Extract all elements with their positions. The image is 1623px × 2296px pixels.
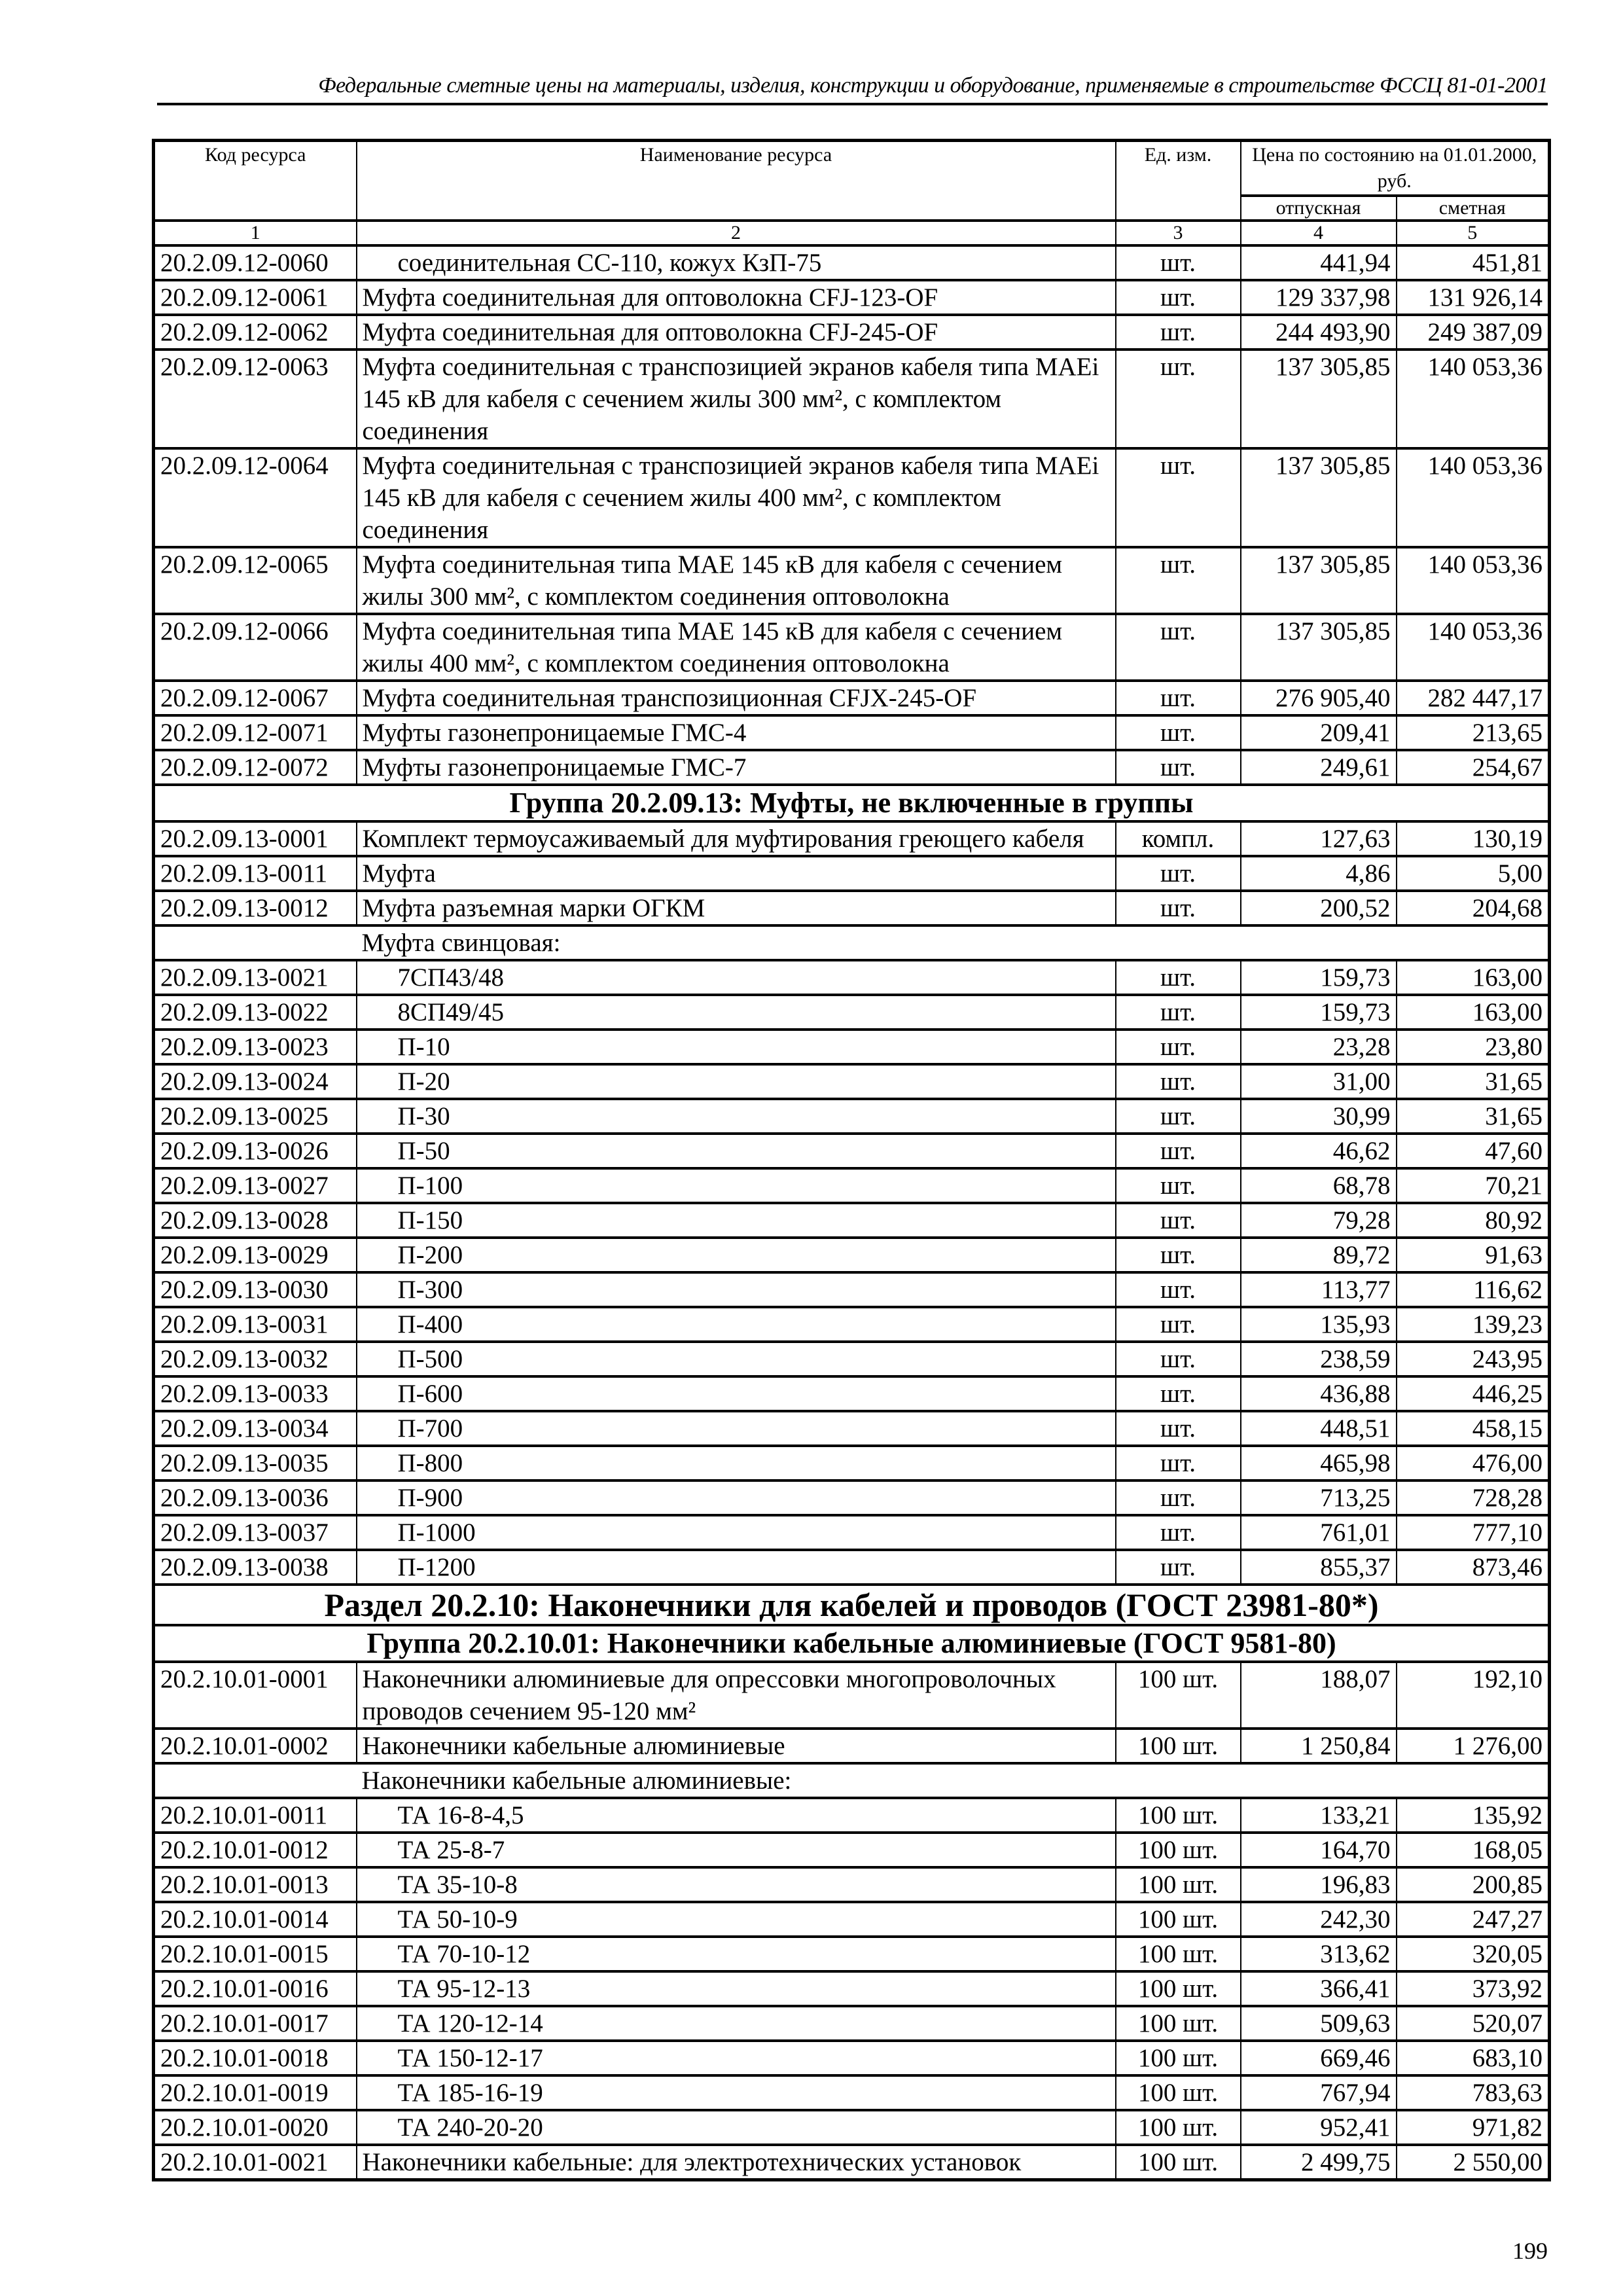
subheading-label: Наконечники кабельные алюминиевые: <box>357 1763 1550 1798</box>
release-price: 113,77 <box>1241 1272 1397 1307</box>
estimate-price: 783,63 <box>1397 2075 1550 2110</box>
table-row <box>154 1272 1550 1307</box>
resource-name: П-100 <box>357 1168 1116 1203</box>
estimate-price: 140 053,36 <box>1397 350 1550 448</box>
resource-code: 20.2.09.13-0038 <box>154 1550 357 1585</box>
estimate-price: 168,05 <box>1397 1833 1550 1867</box>
unit-of-measure: шт. <box>1116 614 1241 681</box>
unit-of-measure: шт. <box>1116 681 1241 715</box>
release-price: 159,73 <box>1241 995 1397 1030</box>
estimate-price: 135,92 <box>1397 1798 1550 1833</box>
resource-code: 20.2.09.13-0023 <box>154 1030 357 1064</box>
unit-of-measure: шт. <box>1116 1307 1241 1342</box>
resource-name: ТА 25-8-7 <box>357 1833 1116 1867</box>
estimate-price: 247,27 <box>1397 1902 1550 1937</box>
table-row <box>154 1238 1550 1272</box>
resource-name: П-800 <box>357 1446 1116 1480</box>
estimate-price: 163,00 <box>1397 995 1550 1030</box>
estimate-price: 91,63 <box>1397 1238 1550 1272</box>
release-price: 313,62 <box>1241 1937 1397 1971</box>
resource-code: 20.2.09.13-0001 <box>154 821 357 856</box>
estimate-price: 1 276,00 <box>1397 1729 1550 1763</box>
estimate-price: 320,05 <box>1397 1937 1550 1971</box>
unit-of-measure: шт. <box>1116 1030 1241 1064</box>
table-row <box>154 1662 1550 1729</box>
table-row <box>154 856 1550 891</box>
resource-code: 20.2.09.12-0071 <box>154 715 357 750</box>
resource-name: Муфта соединительная типа МАЕ 145 кВ для кабеля с сечением жилы 300 мм², с комплектом соединения оптоволокна <box>357 547 1116 614</box>
empty-code-cell <box>154 1763 357 1798</box>
release-price: 31,00 <box>1241 1064 1397 1099</box>
column-number: 5 <box>1397 221 1550 245</box>
resource-code: 20.2.10.01-0017 <box>154 2006 357 2041</box>
estimate-price: 130,19 <box>1397 821 1550 856</box>
table-row <box>154 960 1550 995</box>
estimate-price: 139,23 <box>1397 1307 1550 1342</box>
unit-of-measure: шт. <box>1116 1342 1241 1376</box>
resource-name: ТА 95-12-13 <box>357 1971 1116 2006</box>
resource-name: Комплект термоусаживаемый для муфтирования греющего кабеля <box>357 821 1116 856</box>
estimate-price: 728,28 <box>1397 1480 1550 1515</box>
estimate-price: 116,62 <box>1397 1272 1550 1307</box>
estimate-price: 213,65 <box>1397 715 1550 750</box>
estimate-price: 254,67 <box>1397 750 1550 785</box>
resource-name: ТА 240-20-20 <box>357 2110 1116 2145</box>
table-row <box>154 1902 1550 1937</box>
resource-name: 8СП49/45 <box>357 995 1116 1030</box>
release-price: 46,62 <box>1241 1134 1397 1168</box>
resource-name: Муфта соединительная для оптоволокна CFJ-123-OF <box>357 280 1116 315</box>
estimate-price: 243,95 <box>1397 1342 1550 1376</box>
resource-name: Муфта <box>357 856 1116 891</box>
estimate-price: 458,15 <box>1397 1411 1550 1446</box>
resource-name: соединительная СС-110, кожух КзП-75 <box>357 245 1116 280</box>
page-number: 199 <box>1512 2238 1548 2264</box>
release-price: 159,73 <box>1241 960 1397 995</box>
unit-of-measure: 100 шт. <box>1116 1662 1241 1729</box>
resource-code: 20.2.10.01-0016 <box>154 1971 357 2006</box>
table-row <box>154 1446 1550 1480</box>
table-row <box>154 1342 1550 1376</box>
resource-name: ТА 70-10-12 <box>357 1937 1116 1971</box>
release-price: 68,78 <box>1241 1168 1397 1203</box>
release-price: 952,41 <box>1241 2110 1397 2145</box>
group-heading-row <box>154 1625 1550 1662</box>
resource-code: 20.2.10.01-0015 <box>154 1937 357 1971</box>
resource-name: ТА 35-10-8 <box>357 1867 1116 1902</box>
unit-of-measure: 100 шт. <box>1116 2145 1241 2180</box>
table-header <box>154 141 1550 246</box>
release-price: 713,25 <box>1241 1480 1397 1515</box>
release-price: 669,46 <box>1241 2041 1397 2075</box>
table-row <box>154 1729 1550 1763</box>
column-number: 3 <box>1116 221 1241 245</box>
unit-of-measure: 100 шт. <box>1116 2110 1241 2145</box>
resource-code: 20.2.09.12-0065 <box>154 547 357 614</box>
table-row <box>154 1064 1550 1099</box>
unit-of-measure: 100 шт. <box>1116 1971 1241 2006</box>
unit-of-measure: компл. <box>1116 821 1241 856</box>
table-row <box>154 1099 1550 1134</box>
resource-code: 20.2.09.13-0025 <box>154 1099 357 1134</box>
resource-code: 20.2.09.12-0067 <box>154 681 357 715</box>
resource-code: 20.2.09.13-0022 <box>154 995 357 1030</box>
resource-code: 20.2.10.01-0011 <box>154 1798 357 1833</box>
release-price: 509,63 <box>1241 2006 1397 2041</box>
resource-code: 20.2.09.12-0062 <box>154 315 357 350</box>
estimate-price: 140 053,36 <box>1397 448 1550 547</box>
release-price: 200,52 <box>1241 891 1397 925</box>
release-price: 2 499,75 <box>1241 2145 1397 2180</box>
header-price-group: Цена по состоянию на 01.01.2000, руб. <box>1241 141 1550 196</box>
resource-name: П-400 <box>357 1307 1116 1342</box>
unit-of-measure: 100 шт. <box>1116 2006 1241 2041</box>
estimate-price: 282 447,17 <box>1397 681 1550 715</box>
release-price: 196,83 <box>1241 1867 1397 1902</box>
resource-code: 20.2.09.13-0028 <box>154 1203 357 1238</box>
unit-of-measure: шт. <box>1116 1203 1241 1238</box>
resource-code: 20.2.09.13-0035 <box>154 1446 357 1480</box>
resource-code: 20.2.10.01-0013 <box>154 1867 357 1902</box>
table-row <box>154 1798 1550 1833</box>
table-row <box>154 750 1550 785</box>
table-row <box>154 245 1550 280</box>
resource-code: 20.2.10.01-0014 <box>154 1902 357 1937</box>
resource-code: 20.2.09.13-0037 <box>154 1515 357 1550</box>
estimate-price: 163,00 <box>1397 960 1550 995</box>
resource-name: ТА 185-16-19 <box>357 2075 1116 2110</box>
release-price: 4,86 <box>1241 856 1397 891</box>
resource-code: 20.2.09.13-0011 <box>154 856 357 891</box>
release-price: 188,07 <box>1241 1662 1397 1729</box>
release-price: 127,63 <box>1241 821 1397 856</box>
estimate-price: 971,82 <box>1397 2110 1550 2145</box>
running-header: Федеральные сметные цены на материалы, изделия, конструкции и оборудование, применяемые в строительстве ФССЦ 81-01-2001 <box>318 73 1548 98</box>
table-row <box>154 614 1550 681</box>
unit-of-measure: шт. <box>1116 960 1241 995</box>
unit-of-measure: 100 шт. <box>1116 1833 1241 1867</box>
resource-name: П-300 <box>357 1272 1116 1307</box>
release-price: 242,30 <box>1241 1902 1397 1937</box>
resource-name: П-600 <box>357 1376 1116 1411</box>
column-number: 1 <box>154 221 357 245</box>
estimate-price: 2 550,00 <box>1397 2145 1550 2180</box>
unit-of-measure: 100 шт. <box>1116 2041 1241 2075</box>
release-price: 441,94 <box>1241 245 1397 280</box>
resource-name: ТА 150-12-17 <box>357 2041 1116 2075</box>
table-row <box>154 821 1550 856</box>
header-code: Код ресурса <box>154 141 357 221</box>
resource-name: Муфта соединительная транспозиционная CFJX-245-OF <box>357 681 1116 715</box>
table-row <box>154 1134 1550 1168</box>
resource-name: Наконечники кабельные: для электротехнических установок <box>357 2145 1116 2180</box>
resource-name: Наконечники алюминиевые для опрессовки многопроволочных проводов сечением 95-120 мм² <box>357 1662 1116 1729</box>
table-row <box>154 280 1550 315</box>
table-row <box>154 1937 1550 1971</box>
resource-code: 20.2.09.13-0026 <box>154 1134 357 1168</box>
release-price: 761,01 <box>1241 1515 1397 1550</box>
header-rule <box>157 103 1548 105</box>
release-price: 137 305,85 <box>1241 547 1397 614</box>
header-unit: Ед. изм. <box>1116 141 1241 221</box>
table-row <box>154 715 1550 750</box>
estimate-price: 31,65 <box>1397 1099 1550 1134</box>
unit-of-measure: шт. <box>1116 1238 1241 1272</box>
column-number: 2 <box>357 221 1116 245</box>
table-row <box>154 2041 1550 2075</box>
estimate-price: 5,00 <box>1397 856 1550 891</box>
unit-of-measure: шт. <box>1116 891 1241 925</box>
unit-of-measure: шт. <box>1116 1272 1241 1307</box>
resource-code: 20.2.09.13-0032 <box>154 1342 357 1376</box>
resource-code: 20.2.09.12-0066 <box>154 614 357 681</box>
unit-of-measure: 100 шт. <box>1116 1902 1241 1937</box>
unit-of-measure: шт. <box>1116 547 1241 614</box>
release-price: 436,88 <box>1241 1376 1397 1411</box>
estimate-price: 204,68 <box>1397 891 1550 925</box>
estimate-price: 70,21 <box>1397 1168 1550 1203</box>
resource-name: П-900 <box>357 1480 1116 1515</box>
table-body <box>154 245 1550 2180</box>
unit-of-measure: 100 шт. <box>1116 1729 1241 1763</box>
release-price: 30,99 <box>1241 1099 1397 1134</box>
release-price: 137 305,85 <box>1241 614 1397 681</box>
estimate-price: 777,10 <box>1397 1515 1550 1550</box>
unit-of-measure: шт. <box>1116 280 1241 315</box>
unit-of-measure: шт. <box>1116 856 1241 891</box>
header-price-estimate: сметная <box>1397 196 1550 221</box>
resource-code: 20.2.09.12-0072 <box>154 750 357 785</box>
estimate-price: 451,81 <box>1397 245 1550 280</box>
unit-of-measure: шт. <box>1116 1411 1241 1446</box>
estimate-price: 80,92 <box>1397 1203 1550 1238</box>
unit-of-measure: шт. <box>1116 1064 1241 1099</box>
resource-code: 20.2.09.13-0031 <box>154 1307 357 1342</box>
release-price: 89,72 <box>1241 1238 1397 1272</box>
subheading-label: Муфта свинцовая: <box>357 925 1550 960</box>
resource-code: 20.2.09.13-0034 <box>154 1411 357 1446</box>
column-number: 4 <box>1241 221 1397 245</box>
price-table <box>152 139 1551 2181</box>
resource-code: 20.2.09.13-0029 <box>154 1238 357 1272</box>
group-title: Группа 20.2.09.13: Муфты, не включенные в группы <box>154 785 1550 821</box>
release-price: 23,28 <box>1241 1030 1397 1064</box>
release-price: 249,61 <box>1241 750 1397 785</box>
estimate-price: 373,92 <box>1397 1971 1550 2006</box>
resource-name: Муфта соединительная с транспозицией экранов кабеля типа MAEi 145 кВ для кабеля с сечением жилы 300 мм², с комплектом соединения <box>357 350 1116 448</box>
resource-name: П-20 <box>357 1064 1116 1099</box>
resource-name: П-150 <box>357 1203 1116 1238</box>
resource-code: 20.2.10.01-0020 <box>154 2110 357 2145</box>
resource-name: Муфта соединительная типа МАЕ 145 кВ для кабеля с сечением жилы 400 мм², с комплектом соединения оптоволокна <box>357 614 1116 681</box>
group-heading-row <box>154 785 1550 821</box>
estimate-price: 140 053,36 <box>1397 614 1550 681</box>
header-price-release: отпускная <box>1241 196 1397 221</box>
resource-code: 20.2.09.12-0061 <box>154 280 357 315</box>
resource-code: 20.2.10.01-0002 <box>154 1729 357 1763</box>
resource-code: 20.2.10.01-0018 <box>154 2041 357 2075</box>
estimate-price: 31,65 <box>1397 1064 1550 1099</box>
table-row <box>154 2006 1550 2041</box>
resource-name: П-700 <box>357 1411 1116 1446</box>
resource-name: Муфта разъемная марки ОГКМ <box>357 891 1116 925</box>
release-price: 135,93 <box>1241 1307 1397 1342</box>
group-title: Группа 20.2.10.01: Наконечники кабельные алюминиевые (ГОСТ 9581-80) <box>154 1625 1550 1662</box>
table-row <box>154 448 1550 547</box>
table-row <box>154 1550 1550 1585</box>
table-row <box>154 1971 1550 2006</box>
table-row <box>154 2145 1550 2180</box>
estimate-price: 683,10 <box>1397 2041 1550 2075</box>
release-price: 209,41 <box>1241 715 1397 750</box>
estimate-price: 249 387,09 <box>1397 315 1550 350</box>
subheading-row <box>154 1763 1550 1798</box>
resource-code: 20.2.09.13-0021 <box>154 960 357 995</box>
table-row <box>154 1030 1550 1064</box>
table-row <box>154 1480 1550 1515</box>
release-price: 448,51 <box>1241 1411 1397 1446</box>
release-price: 1 250,84 <box>1241 1729 1397 1763</box>
resource-name: П-1000 <box>357 1515 1116 1550</box>
release-price: 276 905,40 <box>1241 681 1397 715</box>
unit-of-measure: 100 шт. <box>1116 1798 1241 1833</box>
unit-of-measure: шт. <box>1116 350 1241 448</box>
estimate-price: 446,25 <box>1397 1376 1550 1411</box>
estimate-price: 47,60 <box>1397 1134 1550 1168</box>
unit-of-measure: шт. <box>1116 995 1241 1030</box>
table-row <box>154 1411 1550 1446</box>
resource-code: 20.2.10.01-0001 <box>154 1662 357 1729</box>
release-price: 767,94 <box>1241 2075 1397 2110</box>
release-price: 137 305,85 <box>1241 448 1397 547</box>
estimate-price: 140 053,36 <box>1397 547 1550 614</box>
release-price: 366,41 <box>1241 1971 1397 2006</box>
resource-code: 20.2.10.01-0012 <box>154 1833 357 1867</box>
estimate-price: 476,00 <box>1397 1446 1550 1480</box>
table-row <box>154 315 1550 350</box>
resource-code: 20.2.09.12-0063 <box>154 350 357 448</box>
table-row <box>154 2075 1550 2110</box>
estimate-price: 200,85 <box>1397 1867 1550 1902</box>
release-price: 137 305,85 <box>1241 350 1397 448</box>
table-row <box>154 995 1550 1030</box>
resource-code: 20.2.09.13-0012 <box>154 891 357 925</box>
table-row <box>154 2110 1550 2145</box>
table-row <box>154 1833 1550 1867</box>
table-row <box>154 1203 1550 1238</box>
resource-name: П-50 <box>357 1134 1116 1168</box>
unit-of-measure: шт. <box>1116 1099 1241 1134</box>
estimate-price: 23,80 <box>1397 1030 1550 1064</box>
resource-name: ТА 120-12-14 <box>357 2006 1116 2041</box>
unit-of-measure: шт. <box>1116 315 1241 350</box>
resource-name: П-1200 <box>357 1550 1116 1585</box>
resource-code: 20.2.09.13-0033 <box>154 1376 357 1411</box>
resource-code: 20.2.09.13-0024 <box>154 1064 357 1099</box>
unit-of-measure: шт. <box>1116 1515 1241 1550</box>
resource-name: Муфты газонепроницаемые ГМС-4 <box>357 715 1116 750</box>
resource-name: 7СП43/48 <box>357 960 1116 995</box>
release-price: 79,28 <box>1241 1203 1397 1238</box>
resource-name: Муфта соединительная для оптоволокна CFJ-245-OF <box>357 315 1116 350</box>
resource-code: 20.2.10.01-0021 <box>154 2145 357 2180</box>
unit-of-measure: шт. <box>1116 1480 1241 1515</box>
resource-name: П-10 <box>357 1030 1116 1064</box>
resource-code: 20.2.09.12-0060 <box>154 245 357 280</box>
table-row <box>154 1307 1550 1342</box>
unit-of-measure: шт. <box>1116 715 1241 750</box>
release-price: 133,21 <box>1241 1798 1397 1833</box>
resource-code: 20.2.09.13-0027 <box>154 1168 357 1203</box>
table-row <box>154 1867 1550 1902</box>
header-name: Наименование ресурса <box>357 141 1116 221</box>
estimate-price: 873,46 <box>1397 1550 1550 1585</box>
table-row <box>154 1515 1550 1550</box>
release-price: 238,59 <box>1241 1342 1397 1376</box>
unit-of-measure: 100 шт. <box>1116 1867 1241 1902</box>
unit-of-measure: шт. <box>1116 1168 1241 1203</box>
resource-code: 20.2.10.01-0019 <box>154 2075 357 2110</box>
subheading-row <box>154 925 1550 960</box>
resource-code: 20.2.09.13-0036 <box>154 1480 357 1515</box>
unit-of-measure: шт. <box>1116 1134 1241 1168</box>
resource-name: П-500 <box>357 1342 1116 1376</box>
release-price: 244 493,90 <box>1241 315 1397 350</box>
unit-of-measure: шт. <box>1116 1376 1241 1411</box>
resource-name: П-30 <box>357 1099 1116 1134</box>
table-row <box>154 1376 1550 1411</box>
release-price: 855,37 <box>1241 1550 1397 1585</box>
resource-code: 20.2.09.13-0030 <box>154 1272 357 1307</box>
table-row <box>154 891 1550 925</box>
unit-of-measure: шт. <box>1116 1446 1241 1480</box>
resource-code: 20.2.09.12-0064 <box>154 448 357 547</box>
release-price: 129 337,98 <box>1241 280 1397 315</box>
resource-name: Муфты газонепроницаемые ГМС-7 <box>357 750 1116 785</box>
estimate-price: 520,07 <box>1397 2006 1550 2041</box>
table-row <box>154 350 1550 448</box>
release-price: 465,98 <box>1241 1446 1397 1480</box>
table-row <box>154 547 1550 614</box>
resource-name: П-200 <box>357 1238 1116 1272</box>
empty-code-cell <box>154 925 357 960</box>
resource-name: Муфта соединительная с транспозицией экранов кабеля типа MAEi 145 кВ для кабеля с сечением жилы 400 мм², с комплектом соединения <box>357 448 1116 547</box>
resource-name: ТА 50-10-9 <box>357 1902 1116 1937</box>
resource-name: Наконечники кабельные алюминиевые <box>357 1729 1116 1763</box>
section-heading-row <box>154 1585 1550 1625</box>
unit-of-measure: шт. <box>1116 245 1241 280</box>
table-row <box>154 1168 1550 1203</box>
unit-of-measure: шт. <box>1116 1550 1241 1585</box>
unit-of-measure: шт. <box>1116 750 1241 785</box>
estimate-price: 192,10 <box>1397 1662 1550 1729</box>
estimate-price: 131 926,14 <box>1397 280 1550 315</box>
table-row <box>154 681 1550 715</box>
unit-of-measure: 100 шт. <box>1116 1937 1241 1971</box>
release-price: 164,70 <box>1241 1833 1397 1867</box>
resource-name: ТА 16-8-4,5 <box>357 1798 1116 1833</box>
unit-of-measure: шт. <box>1116 448 1241 547</box>
section-title: Раздел 20.2.10: Наконечники для кабелей и проводов (ГОСТ 23981-80*) <box>154 1585 1550 1625</box>
unit-of-measure: 100 шт. <box>1116 2075 1241 2110</box>
